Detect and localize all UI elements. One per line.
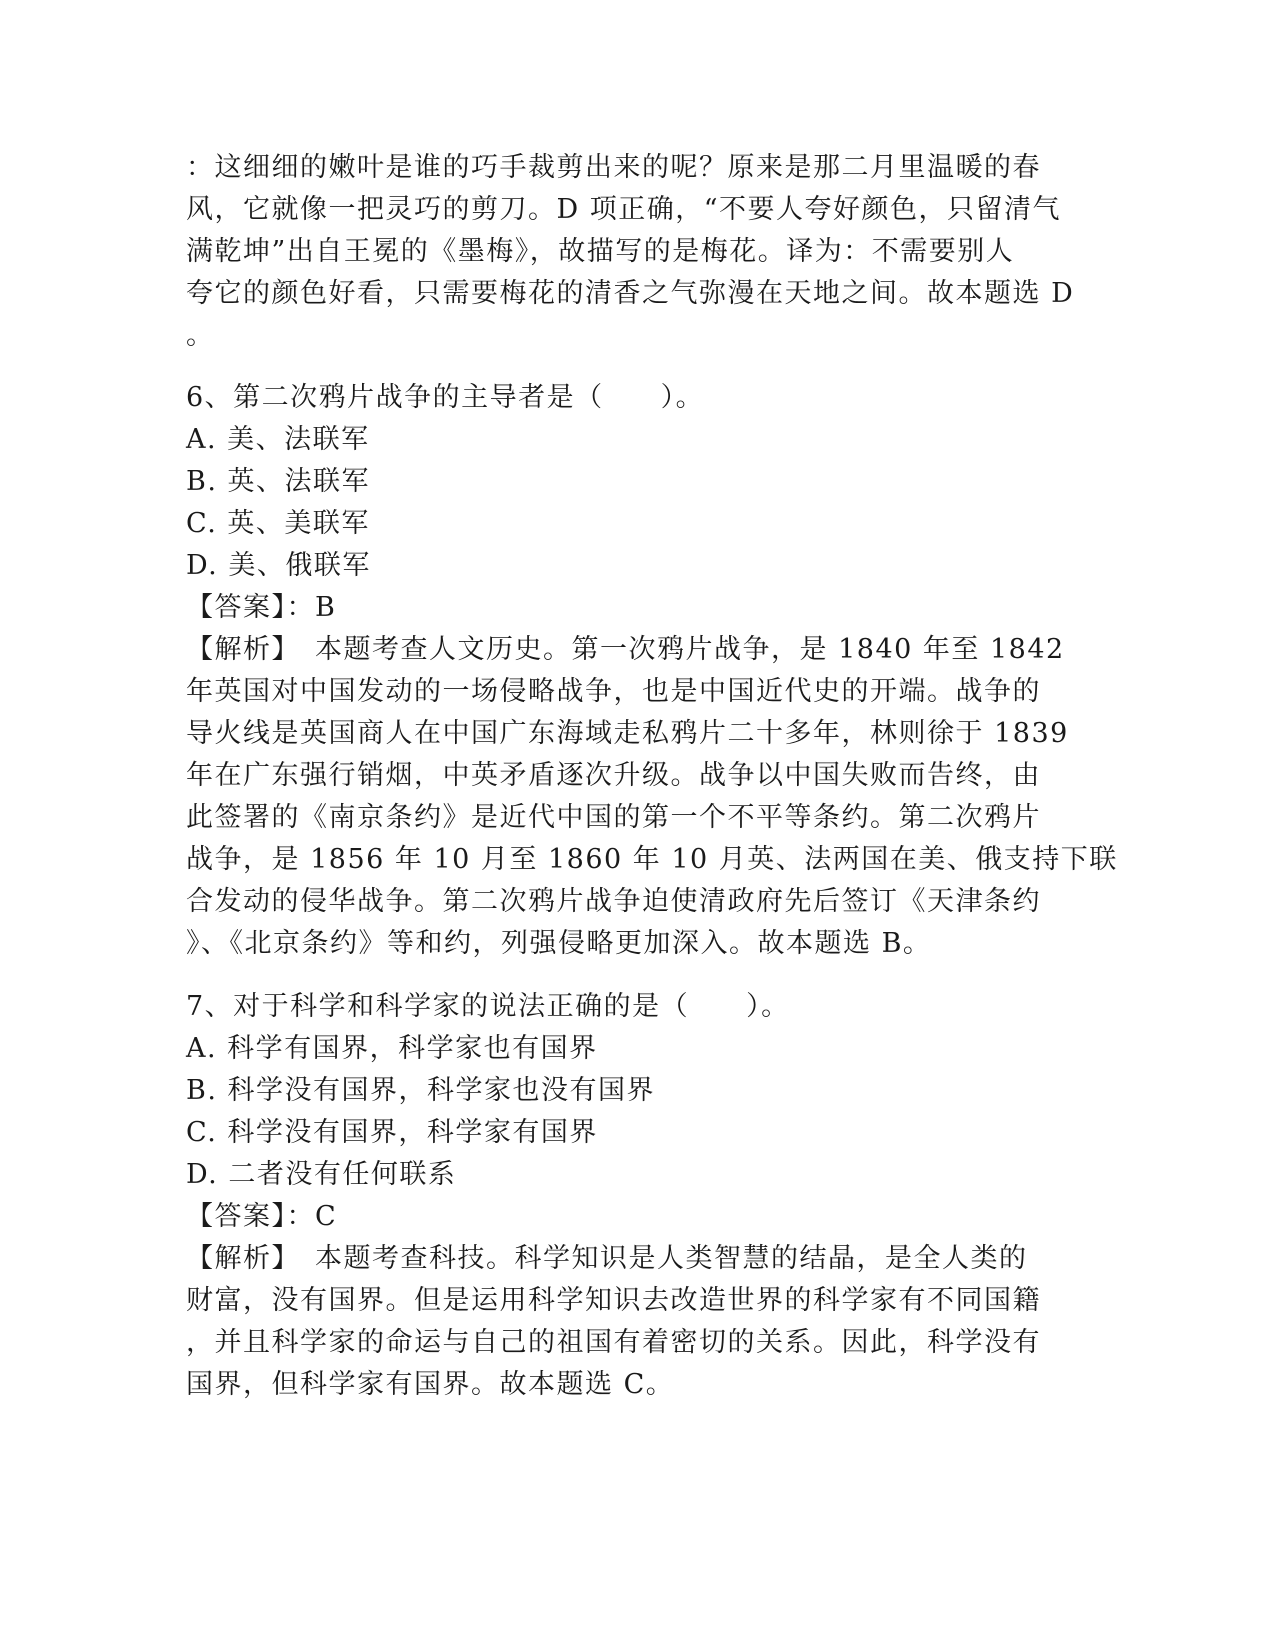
text-line: 【解析】 本题考查科技。科学知识是人类智慧的结晶，是全人类的	[186, 1243, 1028, 1274]
option-d: D. 二者没有任何联系	[186, 1159, 457, 1190]
text-line: 【解析】 本题考查人文历史。第一次鸦片战争，是 1840 年至 1842	[186, 634, 1065, 665]
answer-line: 【答案】：B	[186, 592, 337, 623]
text-line: 国界，但科学家有国界。故本题选 C。	[186, 1369, 675, 1400]
option-a: A. 科学有国界，科学家也有国界	[186, 1033, 598, 1064]
text-line: 夸它的颜色好看，只需要梅花的清香之气弥漫在天地之间。故本题选 D	[186, 278, 1075, 309]
option-d: D. 美、俄联军	[186, 550, 371, 581]
option-c: C. 科学没有国界，科学家有国界	[186, 1117, 598, 1148]
text-line: 风，它就像一把灵巧的剪刀。D 项正确，“不要人夸好颜色，只留清气	[186, 194, 1062, 225]
analysis-paragraph	[186, 1238, 1071, 1406]
option-a: A. 美、法联军	[186, 424, 370, 455]
option-b: B. 科学没有国界，科学家也没有国界	[186, 1075, 656, 1106]
text-line: 满乾坤”出自王冕的《墨梅》，故描写的是梅花。译为：不需要别人	[186, 236, 1015, 267]
document-page	[186, 147, 1118, 1406]
text-line: 年英国对中国发动的一场侵略战争，也是中国近代史的开端。战争的	[186, 676, 1041, 707]
text-line: 。	[186, 320, 215, 351]
answer-line: 【答案】：C	[186, 1201, 338, 1232]
text-line: 年在广东强行销烟，中英矛盾逐次升级。战争以中国失败而告终，由	[186, 760, 1041, 791]
question-stem: 6、第二次鸦片战争的主导者是（ ）。	[186, 382, 705, 413]
text-line: 财富，没有国界。但是运用科学知识去改造世界的科学家有不同国籍	[186, 1285, 1041, 1316]
text-line: 》、《北京条约》等和约，列强侵略更加深入。故本题选 B。	[186, 928, 932, 959]
text-line: ：这细细的嫩叶是谁的巧手裁剪出来的呢？原来是那二月里温暖的春	[186, 152, 1041, 183]
text-line: 战争，是 1856 年 10 月至 1860 年 10 月英、法两国在美、俄支持下联	[186, 844, 1118, 875]
question-stem: 7、对于科学和科学家的说法正确的是（ ）。	[186, 991, 790, 1022]
text-line: ，并且科学家的命运与自己的祖国有着密切的关系。因此，科学没有	[186, 1327, 1041, 1358]
text-line: 此签署的《南京条约》是近代中国的第一个不平等条约。第二次鸦片	[186, 802, 1041, 833]
question-6	[186, 377, 1118, 965]
text-line: 导火线是英国商人在中国广东海域走私鸦片二十多年，林则徐于 1839	[186, 718, 1069, 749]
question-7	[186, 986, 1071, 1406]
option-c: C. 英、美联军	[186, 508, 370, 539]
intro-analysis-paragraph	[186, 147, 1075, 357]
text-line: 合发动的侵华战争。第二次鸦片战争迫使清政府先后签订《天津条约	[186, 886, 1041, 917]
analysis-paragraph	[186, 629, 1118, 965]
option-b: B. 英、法联军	[186, 466, 371, 497]
